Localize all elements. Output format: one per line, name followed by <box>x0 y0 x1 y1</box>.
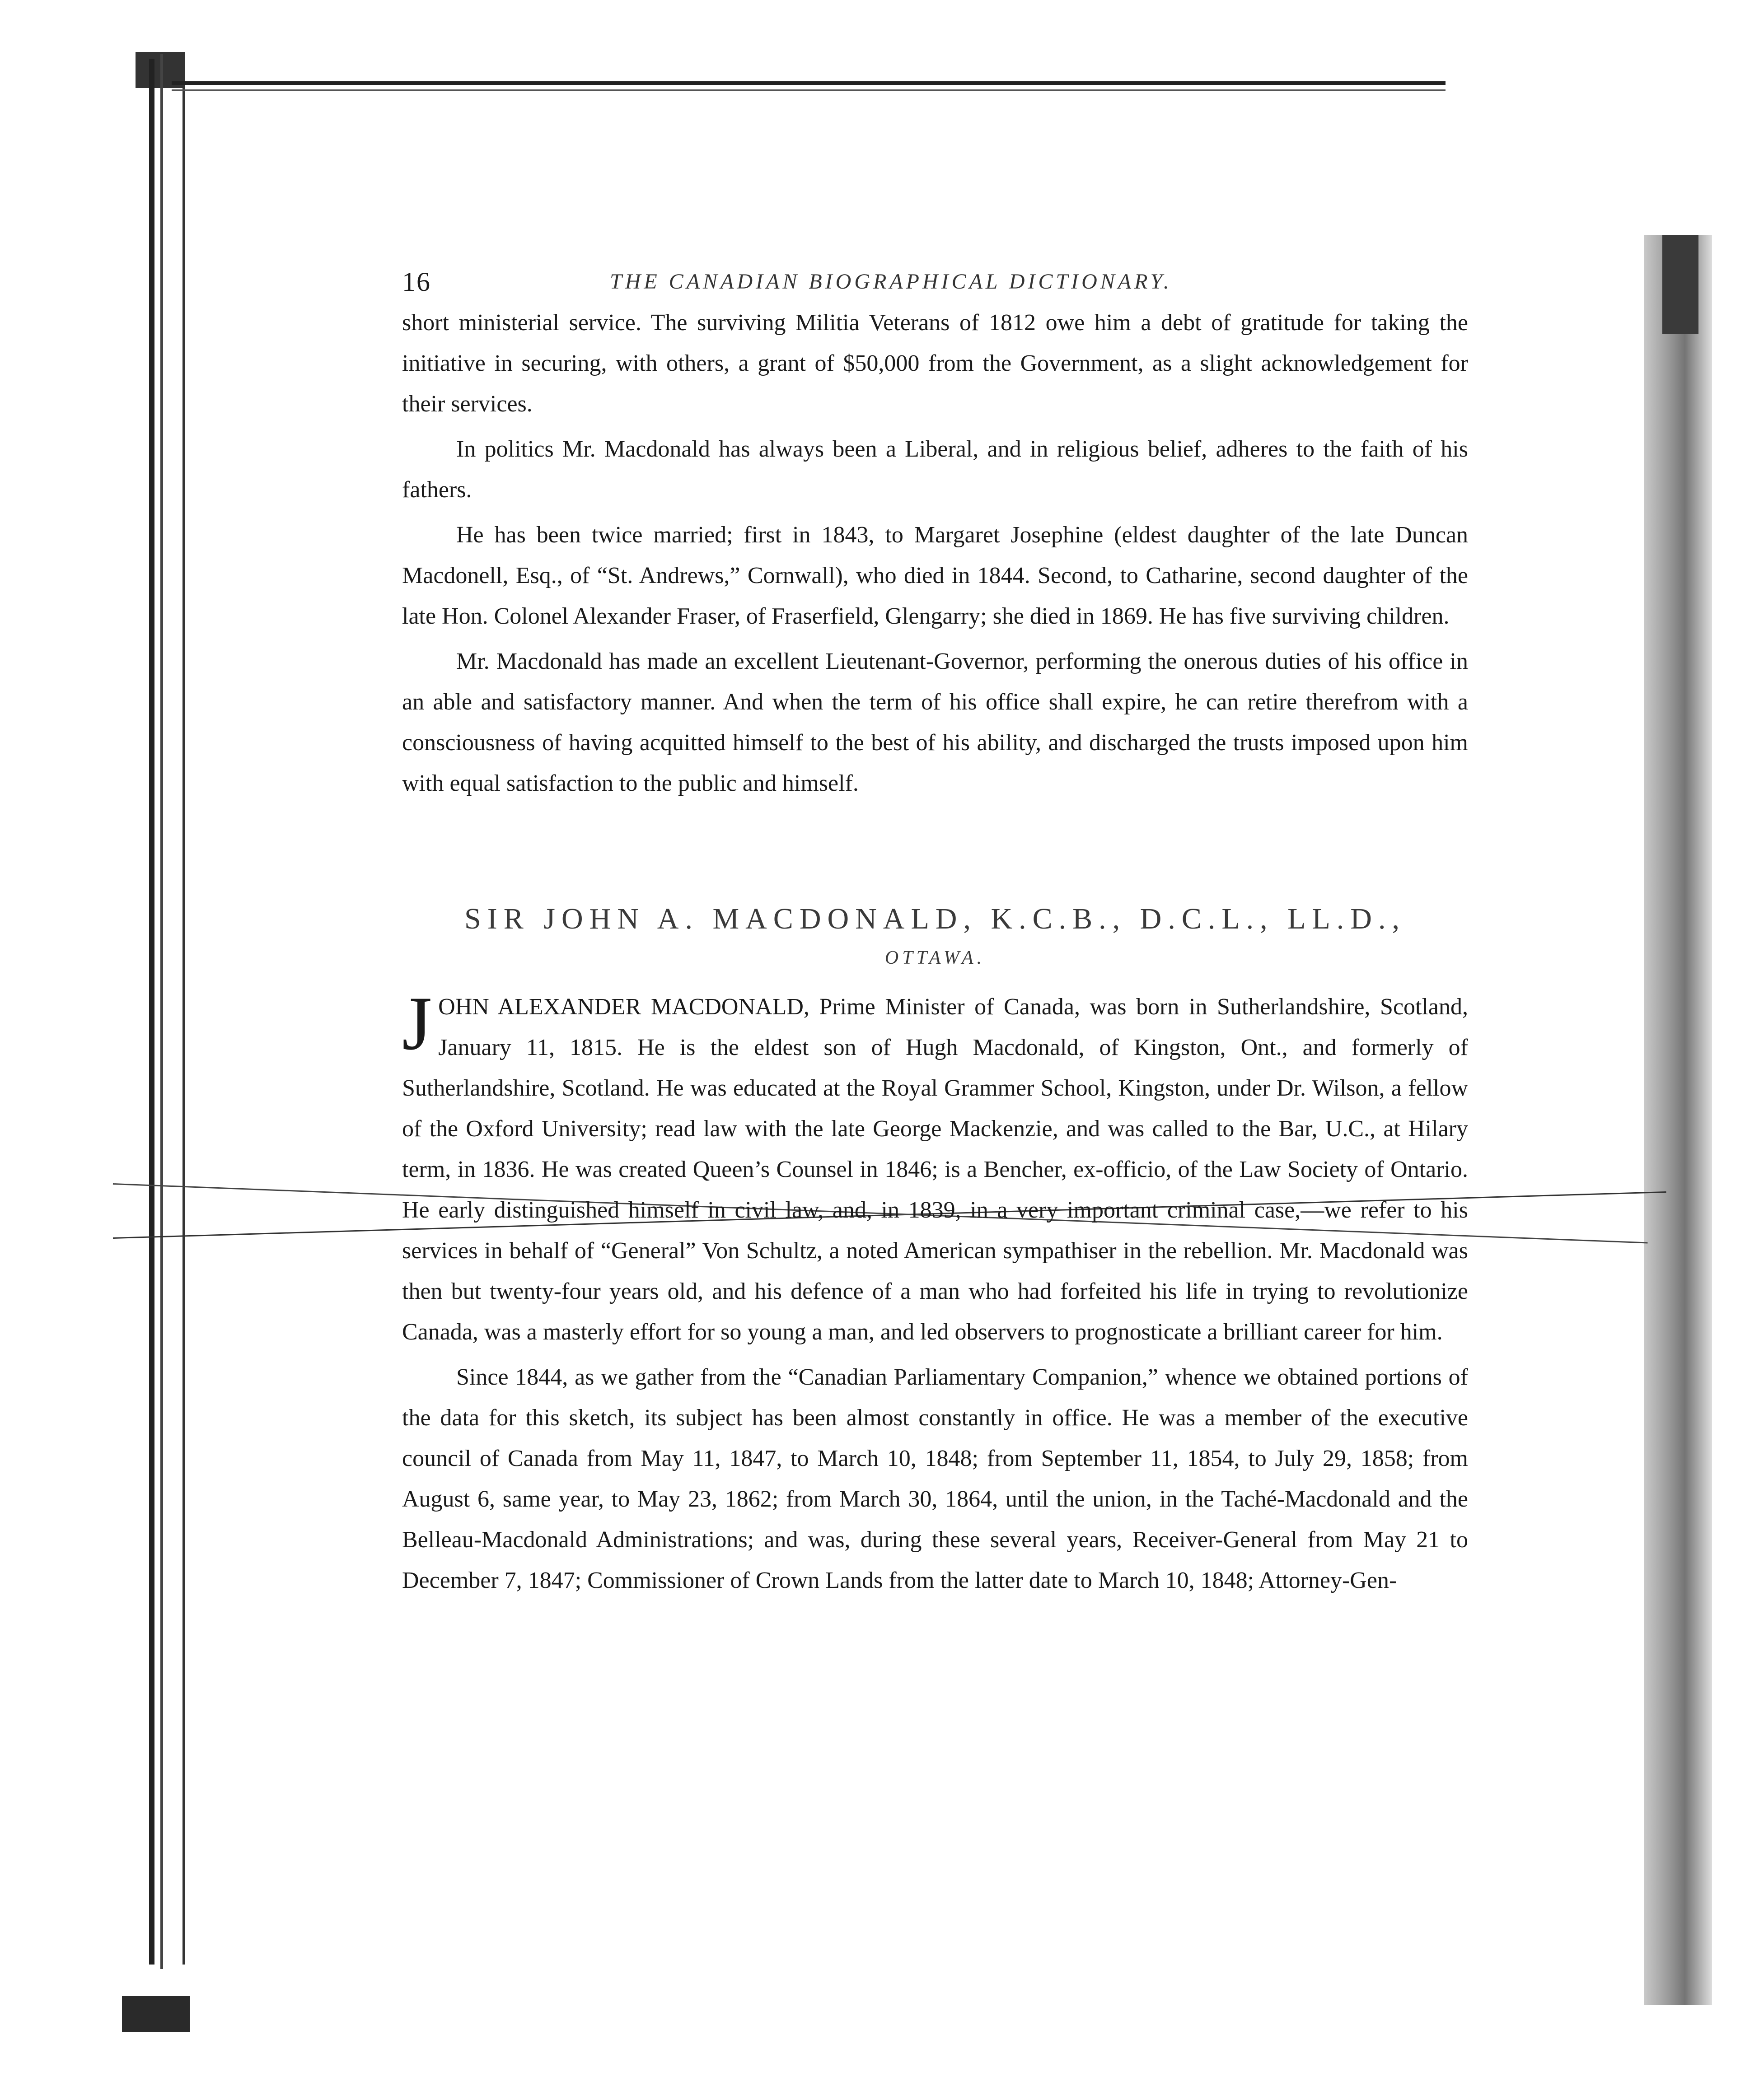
scan-top-rule <box>172 81 1446 85</box>
entry-location: OTTAWA. <box>884 947 986 968</box>
biography-intro-text: OHN ALEXANDER MACDONALD, Prime Minister of Canada, was born in Sutherlandshire, Scotland, January 11, 1815. He is the eldest son of Hugh Macdonald, of Kingston, Ont., and formerly of Sutherlandshire, Scotland. He was educated at the Royal Grammer School, Kingston, under Dr. Wilson, a fellow of the Oxford University; read law with the late George Mackenzie, and was called to the Bar, U.C., at Hilary term, in 1836. He was created Queen’s Counsel in 1846; is a Bencher, ex-officio, of the Law Society of Ontario. He early distinguished himself in civil law, and, in 1839, in a very important criminal case,—we refer to his services in behalf of “General” Von Schultz, a noted American sympathiser in the rebellion. Mr. Macdonald was then but twenty-four years old, and his defence of a man who had forfeited his life in trying to revolutionize Canada, was a masterly effort for so young a man, and led observers to prognosticate a brilliant career for him. <box>402 994 1468 1345</box>
page-number: 16 <box>402 267 431 297</box>
scan-right-edge-dark <box>1662 235 1698 334</box>
book-page <box>402 266 1468 1601</box>
running-head-title: THE CANADIAN BIOGRAPHICAL DICTIONARY. <box>610 270 1172 294</box>
paragraph-biography-intro <box>402 981 1468 1353</box>
paragraph-lieutenant-governor: Mr. Macdonald has made an excellent Lieutenant-Governor, performing the onerous duties of his office in an able and satisfactory manner. And when the term of his office shall expire, he can retire therefrom with a consciousness of having acquitted himself to the best of his ability, and discharged the trusts imposed upon him with equal satisfaction to the public and himself. <box>402 649 1468 796</box>
scan-top-rule-thin <box>172 89 1446 91</box>
paragraph-ministerial-service: short ministerial service. The surviving Militia Veterans of 1812 owe him a debt of gratitude for taking the initiative in securing, with others, a grant of $50,000 from the Government, as a slight acknowledgement for their services. <box>402 310 1468 417</box>
paragraph-marriages: He has been twice married; first in 1843, to Margaret Josephine (eldest daughter of the late Duncan Macdonell, Esq., of “St. Andrews,” Cornwall), who died in 1844. Second, to Catharine, second daughter of the late Hon. Colonel Alexander Fraser, of Fraserfield, Glengarry; she died in 1869. He has five surviving children. <box>402 522 1468 629</box>
drop-cap-letter: J <box>402 981 432 1066</box>
running-head <box>402 266 1468 303</box>
scan-bottom-corner <box>122 1996 190 2032</box>
paragraph-offices-held: Since 1844, as we gather from the “Canadian Parliamentary Companion,” whence we obtained portions of the data for this sketch, its subject has been almost constantly in office. He was a member of the executive council of Canada from May 11, 1847, to March 10, 1848; from September 11, 1854, to July 29, 1858; from August 6, same year, to May 23, 1862; from March 30, 1864, until the union, in the Taché-Macdonald and the Belleau-Macdonald Administrations; and was, during these several years, Receiver-General from May 21 to December 7, 1847; Commissioner of Crown Lands from the latter date to March 10, 1848; Attorney-Gen- <box>402 1364 1468 1593</box>
paragraph-politics: In politics Mr. Macdonald has always been a Liberal, and in religious belief, adheres to the faith of his fathers. <box>402 436 1468 503</box>
scan-right-edge-shadow <box>1644 235 1712 2005</box>
scan-binding-line <box>160 54 163 1969</box>
scan-binding-edge <box>149 59 185 1965</box>
entry-heading: SIR JOHN A. MACDONALD, K.C.B., D.C.L., LL.D., <box>464 902 1406 935</box>
